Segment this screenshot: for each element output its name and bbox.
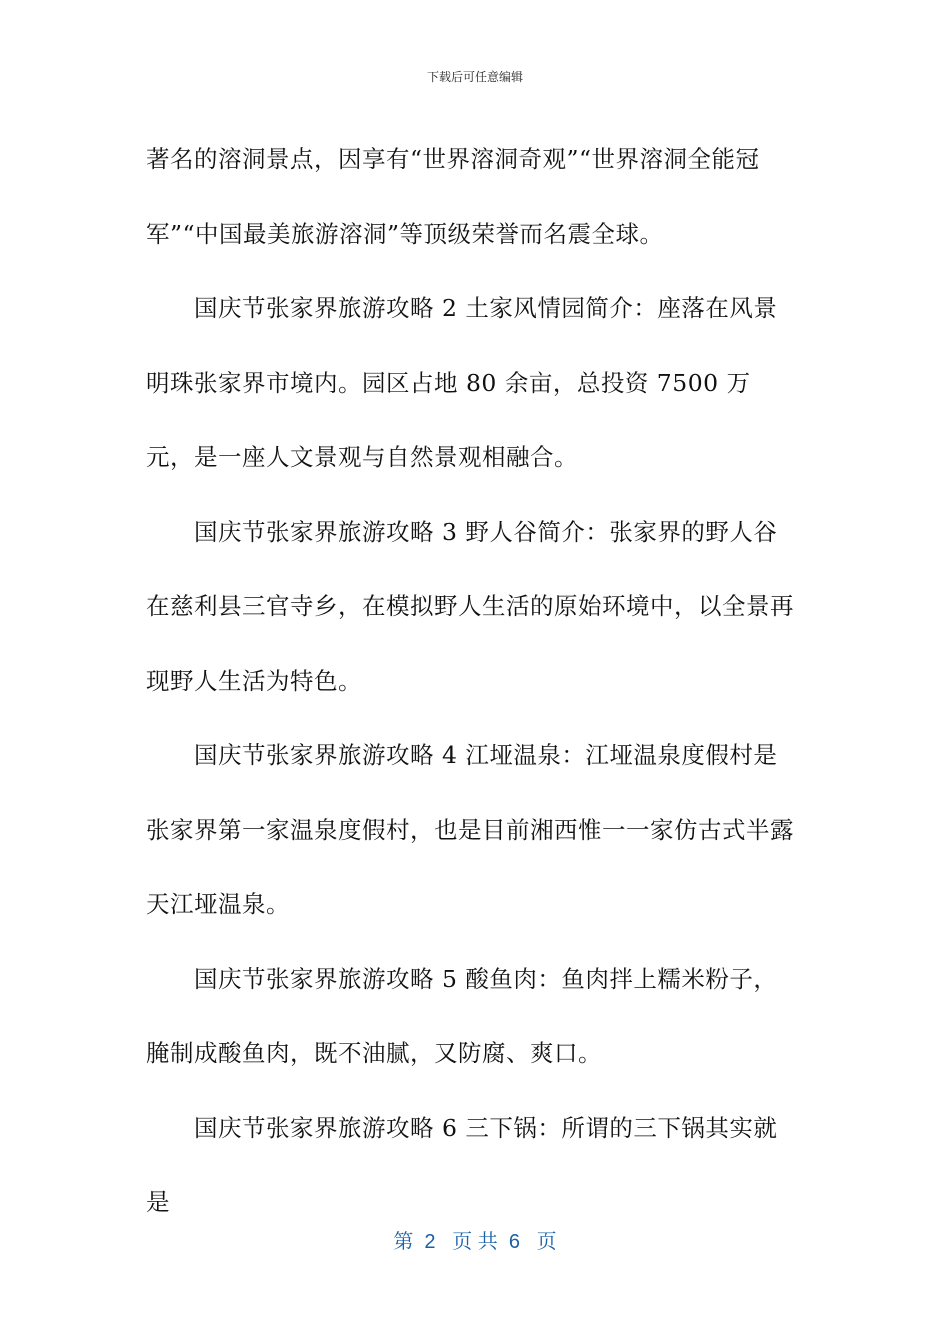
paragraph-tujia-park: 国庆节张家界旅游攻略 2 土家风情园简介：座落在风景明珠张家界市境内。园区占地 80 余亩，总投资 7500 万元，是一座人文景观与自然景观相融合。 — [146, 294, 778, 471]
paragraph-wild-valley: 国庆节张家界旅游攻略 3 野人谷简介：张家界的野人谷在慈利县三官寺乡，在模拟野人生活的原始环境中，以全景再现野人生活为特色。 — [146, 517, 794, 695]
paragraph-three-pot: 国庆节张家界旅游攻略 6 三下锅：所谓的三下锅其实就是 — [146, 1113, 778, 1216]
paragraph-sour-fish: 国庆节张家界旅游攻略 5 酸鱼肉：鱼肉拌上糯米粉子，腌制成酸鱼肉，既不油腻，又防腐、爽口。 — [146, 964, 778, 1067]
page-number-footer: 第 2 页 共 6 页 — [393, 1231, 557, 1253]
header-note: 下载后可任意编辑 — [426, 70, 523, 84]
paragraph-jiangya-hot-spring: 国庆节张家界旅游攻略 4 江垭温泉：江垭温泉度假村是张家界第一家温泉度假村，也是目前湘西惟一一家仿古式半露天江垭温泉。 — [146, 741, 794, 918]
paragraph-continued: 著名的溶洞景点，因享有“世界溶洞奇观”“世界溶洞全能冠军”“中国最美旅游溶洞”等顶级荣誉而名震全球。 — [146, 145, 760, 248]
body-text — [146, 122, 796, 1240]
